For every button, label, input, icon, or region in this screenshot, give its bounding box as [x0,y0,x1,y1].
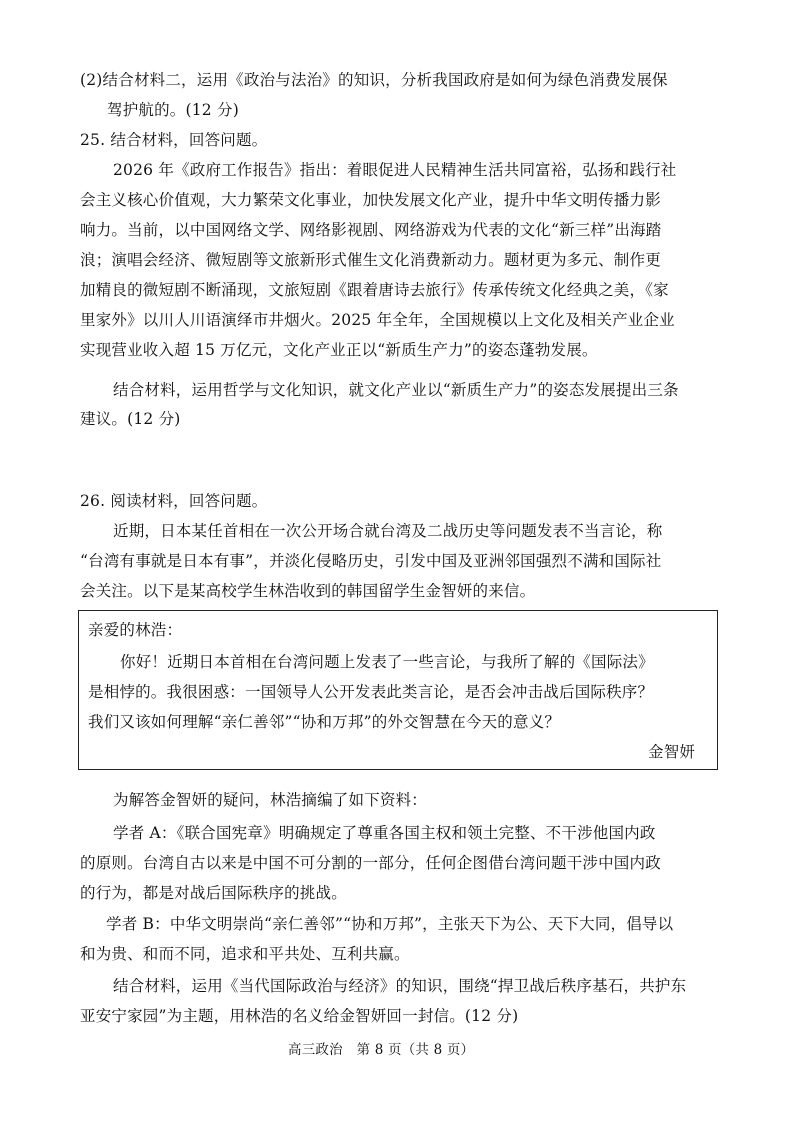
scholar-a-line: 学者 A：《联合国宪章》明确规定了尊重各国主权和领土完整、不干涉他国内政 [113,824,656,842]
letter-body-line: 你好！近期日本首相在台湾问题上发表了一些言论，与我所了解的《国际法》 [120,653,654,671]
letter-signature: 金智妍 [648,743,696,761]
scholar-a-line: 的行为，都是对战后国际秩序的挑战。 [80,884,347,902]
q25-material-line: 响力。当前，以中国网络文学、网络影视剧、网络游戏为代表的文化“新三样”出海踏 [80,221,662,239]
q25-question-line: 建议。(12 分) [80,410,181,428]
q25-material-line: 加精良的微短剧不断涌现，文旅短剧《跟着唐诗去旅行》传承传统文化经典之美，《家 [80,281,669,299]
q25-question-line: 结合材料，运用哲学与文化知识，就文化产业以“新质生产力”的姿态发展提出三条 [113,381,679,399]
scholar-a-line: 的原则。台湾自古以来是中国不可分割的一部分，任何企图借台湾问题干涉中国内政 [80,854,661,872]
q26-question-line: 结合材料，运用《当代国际政治与经济》的知识，围绕“捍卫战后秩序基石，共护东 [113,977,687,995]
q26-question-line: 亚安宁家园”为主题，用林浩的名义给金智妍回一封信。(12 分) [80,1007,519,1025]
q25-material-line: 2026 年《政府工作报告》指出：着眼促进人民精神生活共同富裕，弘扬和践行社 [113,161,677,179]
q25-material-line: 里家外》以川人川语演绎市井烟火。2025 年全年，全国规模以上文化及相关产业企业 [80,311,675,329]
q26-intro-line: 近期，日本某任首相在一次公开场合就台湾及二战历史等问题发表不当言论，称 [113,522,663,540]
q26-intro-line: 会关注。以下是某高校学生林浩收到的韩国留学生金智妍的来信。 [80,582,536,600]
scholar-b-line: 学者 B：中华文明崇尚“亲仁善邻”“协和万邦”，主张天下为公、天下大同，倡导以 [106,915,674,933]
scholar-b-line: 和为贵、和而不同，追求和平共处、互利共赢。 [80,945,410,963]
letter-body-line: 是相悖的。我很困惑：一国领导人公开发表此类言论，是否会冲击战后国际秩序？ [88,683,654,701]
q25-material-line: 浪；演唱会经济、微短剧等文旅新形式催生文化消费新动力。题材更为多元、制作更 [80,251,661,269]
letter-body-line: 我们又该如何理解“亲仁善邻”“协和万邦”的外交智慧在今天的意义？ [88,713,561,731]
letter-greeting: 亲爱的林浩： [88,621,183,639]
q25-heading: 25. 结合材料，回答问题。 [80,131,268,149]
q25-material-line: 会主义核心价值观，大力繁荣文化事业，加快发展文化产业，提升中华文明传播力影 [80,191,661,209]
q26-heading: 26. 阅读材料，回答问题。 [80,492,268,510]
q26-intro-line: “台湾有事就是日本有事”，并淡化侵略历史，引发中国及亚洲邻国强烈不满和国际社 [80,552,662,570]
q25-material-line: 实现营业收入超 15 万亿元，文化产业正以“新质生产力”的姿态蓬勃发展。 [80,341,598,359]
q26-body-line: 为解答金智妍的疑问，林浩摘编了如下资料： [113,791,428,809]
q24-part2-line2: 驾护航的。(12 分) [107,101,239,119]
page-footer: 高三政治 第 8 页（共 8 页） [288,1042,475,1058]
q24-part2-line1: (2)结合材料二，运用《政治与法治》的知识，分析我国政府是如何为绿色消费发展保 [80,71,668,89]
